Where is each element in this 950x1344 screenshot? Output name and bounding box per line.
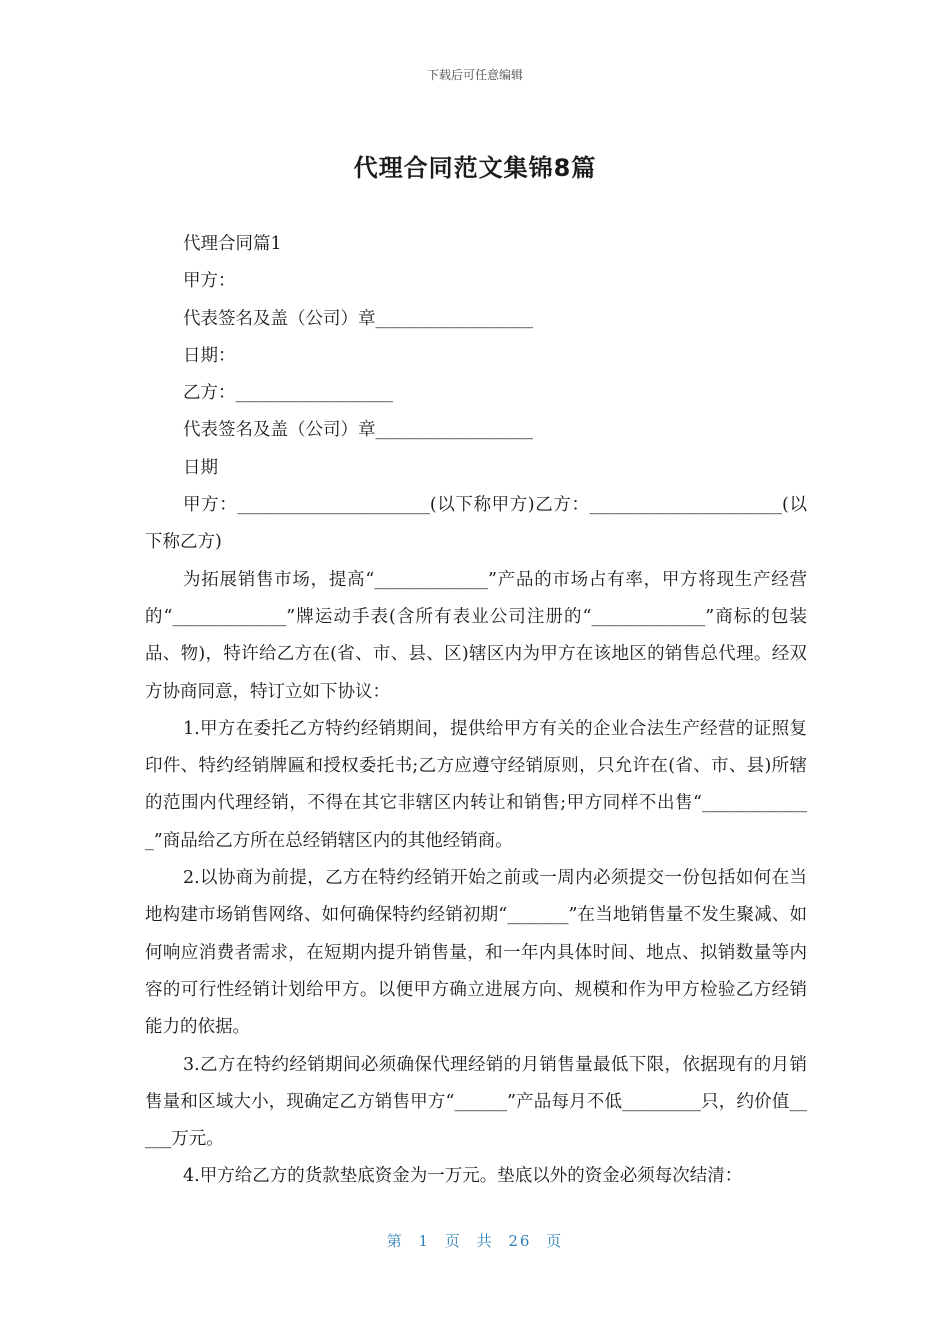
- paragraph: 代表签名及盖（公司）章__________________: [183, 308, 533, 329]
- paragraph: 日期: [183, 457, 218, 478]
- paragraph: 乙方：__________________: [183, 383, 393, 404]
- document-title: 代理合同范文集锦8篇: [353, 154, 597, 182]
- paragraph: 为拓展销售市场，提高“_____________”产品的市场占有率，甲方将现生产经营的“_____________”牌运动手表(含所有表业公司注册的“_____________”商标的包装品、物)，特许给乙方在(省、市、县、区)辖区内为甲方在该地区的销售总代理。经双方协商同意，特订立如下协议：: [145, 569, 807, 702]
- paragraph: 1.甲方在委托乙方特约经销期间，提供给甲方有关的企业合法生产经营的证照复印件、特约经销牌匾和授权委托书;乙方应遵守经销原则，只允许在(省、市、县)所辖的范围内代理经销，不得在其它非辖区内转让和销售;甲方同样不出售“_____________”商品给乙方所在总经销辖区内的其他经销商。: [145, 718, 807, 851]
- paragraph: 日期：: [183, 345, 236, 366]
- paragraph: 3.乙方在特约经销期间必须确保代理经销的月销售量最低下限，依据现有的月销售量和区域大小，现确定乙方销售甲方“______”产品每月不低_________只，约价值_____万元。: [145, 1054, 807, 1150]
- page-number: 第 1 页 共 26 页: [386, 1232, 564, 1250]
- header-note: 下载后可任意编辑: [426, 68, 523, 82]
- paragraph: 4.甲方给乙方的货款垫底资金为一万元。垫底以外的资金必须每次结清：: [183, 1166, 743, 1187]
- paragraph: 甲方：: [183, 271, 236, 292]
- paragraph: 2.以协商为前提，乙方在特约经销开始之前或一周内必须提交一份包括如何在当地构建市场销售网络、如何确保特约经销初期“_______”在当地销售量不发生聚减、如何响应消费者需求，在短期内提升销售量，和一年内具体时间、地点、拟销数量等内容的可行性经销计划给甲方。以便甲方确立进展方向、规模和作为甲方检验乙方经销能力的依据。: [145, 868, 807, 1038]
- document-body: [145, 226, 807, 1196]
- paragraph: 代理合同篇1: [183, 234, 282, 254]
- paragraph: 甲方：______________________(以下称甲方)乙方：______________________(以下称乙方): [145, 495, 807, 553]
- paragraph: 代表签名及盖（公司）章__________________: [183, 420, 533, 441]
